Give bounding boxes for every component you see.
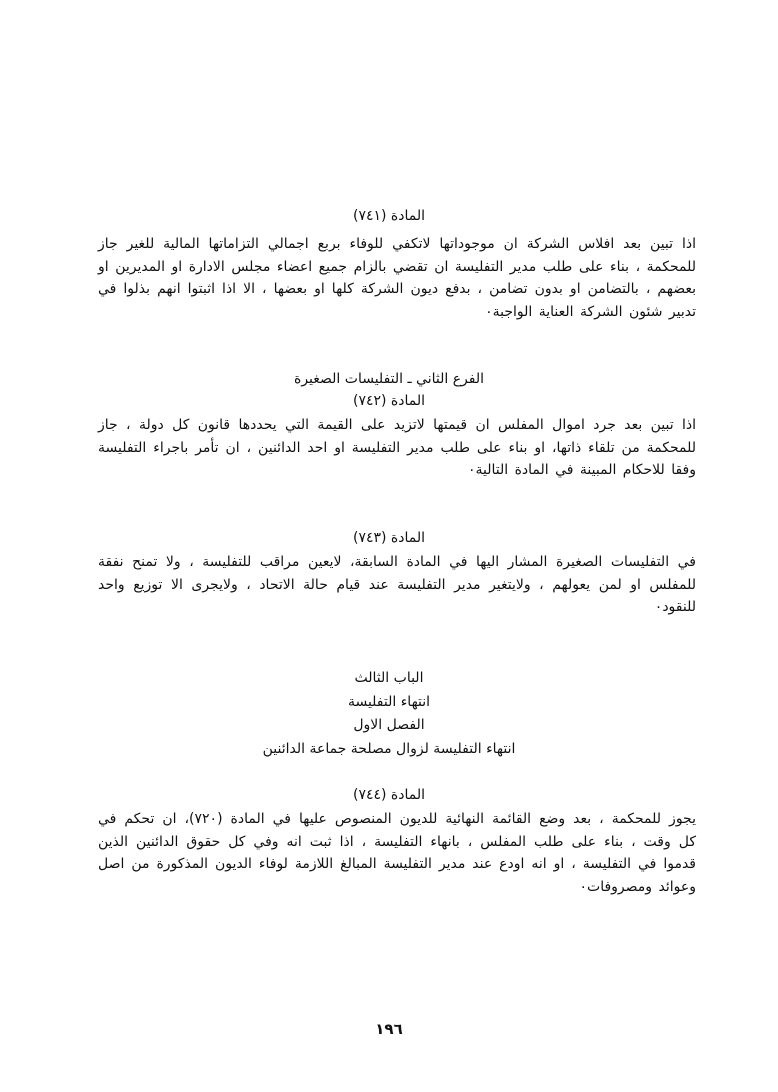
article-741-heading: المادة (٧٤١) (352, 208, 426, 224)
article-743-heading: المادة (٧٤٣) (352, 530, 426, 546)
article-744-heading: المادة (٧٤٤) (352, 787, 426, 803)
chapter-one-subtitle: انتهاء التفليسة لزوال مصلحة جماعة الدائنين (262, 741, 516, 757)
article-741-text: اذا تبين بعد افلاس الشركة ان موجوداتها لاتكفي للوفاء بربع اجمالي التزاماتها المالية للغير جاز للمحكمة ، بناء على طلب مدير التفليسة ان تقضي بالزام جميع اعضاء مجلس الادارة او المديرين او بعضهم ، بالتضامن او بدون تضامن ، بدفع ديون الشركة كلها او بعضها ، الا اذا اثبتوا انهم بذلوا في تدبير شئون الشركة العناية الواجبة٠ (98, 236, 696, 320)
article-744-text: يجوز للمحكمة ، بعد وضع القائمة النهائية للديون المنصوص عليها في المادة (٧٢٠)، ان تحكم في كل وقت ، بناء على طلب المفلس ، بانهاء التفليسة ، اذا ثبت انه وفي كل حقوق الدائنين الذين قدموا في التفليسة ، او انه اودع عند مدير التفليسة المبالغ اللازمة لوفاء الديون المذكورة من اصل وعوائد ومصروفات٠ (98, 811, 696, 895)
article-743-text: في التفليسات الصغيرة المشار اليها في المادة السابقة، لايعين مراقب للتفليسة ، ولا تمنح نفقة للمفلس او لمن يعولهم ، ولايتغير مدير التفليسة عند قيام حالة الاتحاد ، ولايجرى الا توزيع واحد للنقود٠ (98, 554, 696, 616)
chapter-one-title: الفصل الاول (353, 717, 425, 733)
page-number: ١٩٦ (375, 1020, 403, 1038)
part-three-title: الباب الثالث (354, 670, 424, 686)
part-three-subtitle: انتهاء التفليسة (347, 694, 431, 710)
article-742-text: اذا تبين بعد جرد اموال المفلس ان قيمتها لاتزيد على القيمة التي يحددها قانون كل دولة ، جاز للمحكمة من تلقاء ذاتها، او بناء على طلب مدير التفليسة او احد الدائنين ، ان تأمر باجراء التفليسة وفقا للاحكام المبينة في المادة التالية٠ (98, 417, 696, 479)
article-742-heading: المادة (٧٤٢) (352, 393, 426, 409)
branch-two-heading: الفرع الثاني ـ التفليسات الصغيرة (293, 371, 485, 387)
